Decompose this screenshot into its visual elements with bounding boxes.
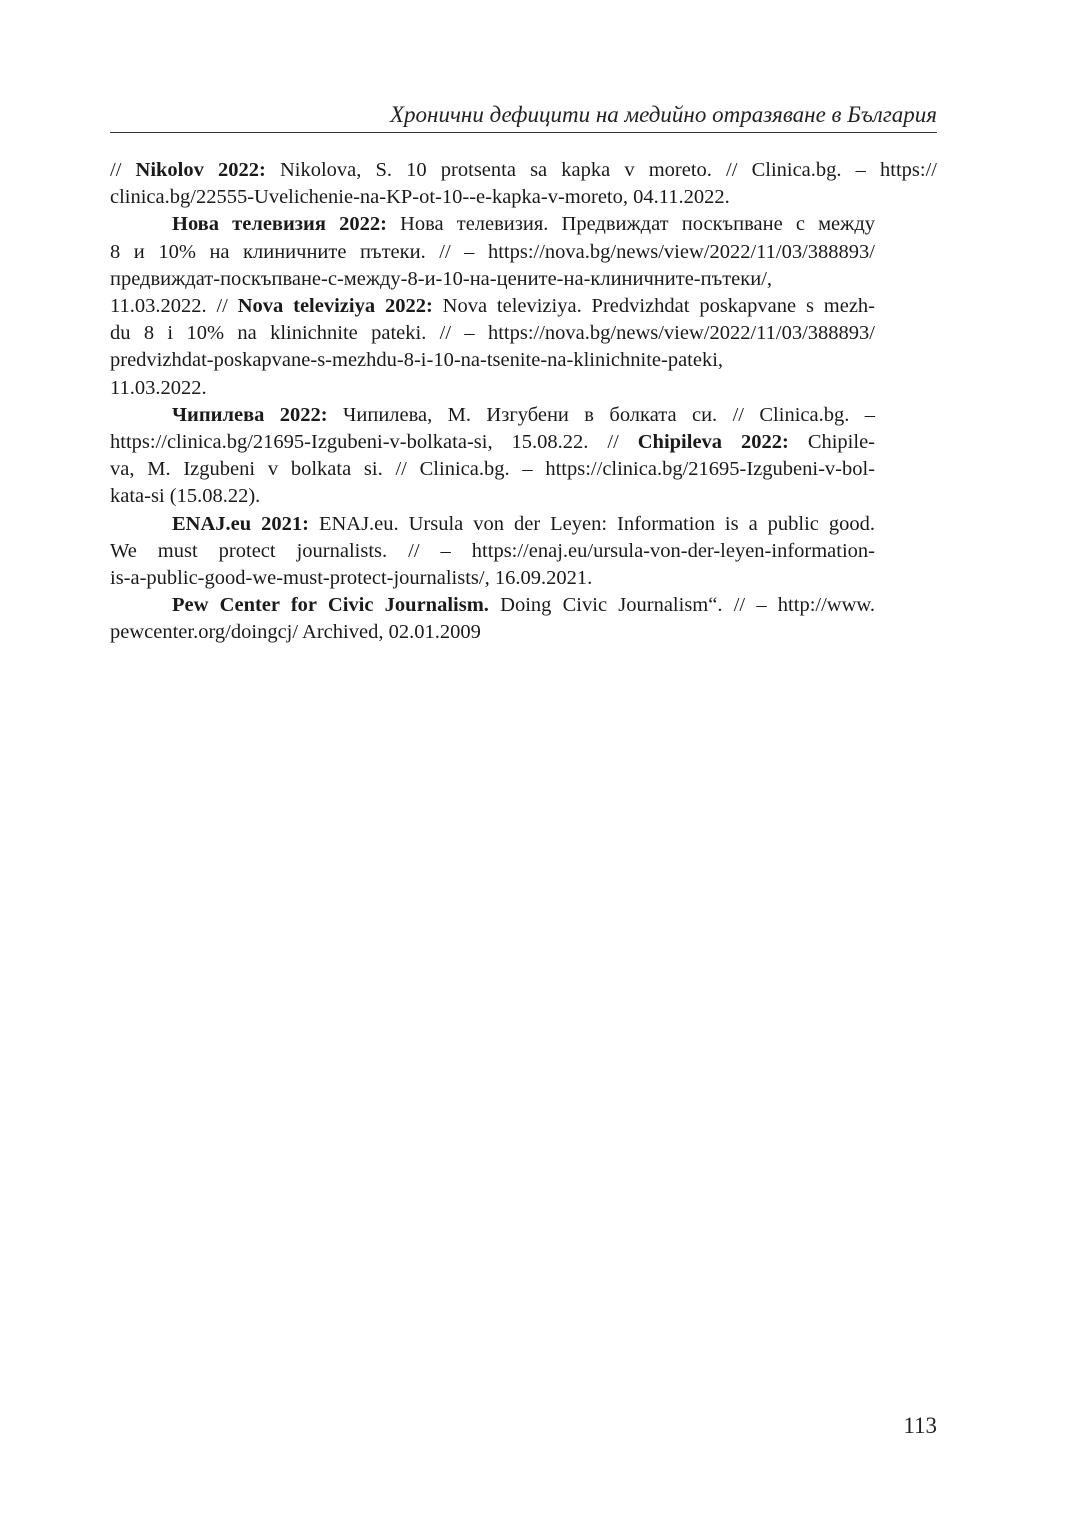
entry-line: [110, 186, 730, 208]
bibliography-list: [110, 157, 937, 647]
entry-line: [110, 239, 875, 266]
citation-text: Чипилева, М. Изгубени в болката си. // Clinica.bg. –: [327, 403, 875, 426]
citation-text: Nova televiziya. Predvizhdat poskapvane s mezh-: [432, 295, 876, 318]
citation-key: Чипилева 2022:: [172, 403, 328, 426]
citation-text: Nikolova, S. 10 protsenta sa kapka v moreto. // Clinica.bg. – https://: [265, 159, 937, 181]
citation-text: predvizhdat-poskapvane-s-mezhdu-8-i-10-na-tsenite-na-klinichnite-pateki,: [110, 349, 724, 372]
entry-line: [110, 429, 875, 456]
citation-text: kata-si (15.08.22).: [110, 485, 261, 508]
citation-key: Chipileva 2022:: [637, 431, 789, 454]
citation-text: is-a-public-good-we-must-protect-journalists/, 16.09.2021.: [110, 567, 593, 590]
citation-key: Nova televiziya 2022:: [237, 295, 433, 318]
citation-text: Chipile-: [788, 431, 875, 454]
entry-line: [172, 211, 875, 238]
citation-text: va, M. Izgubeni v bolkata si. // Clinica.bg. – https://clinica.bg/21695-Izgubeni-v-bol-: [110, 458, 875, 481]
entry-line: [110, 266, 772, 293]
citation-text: 8 и 10% на клиничните пътеки. // – https://nova.bg/news/view/2022/11/03/388893/: [110, 240, 875, 263]
citation-text: pewcenter.org/doingcj/ Archived, 02.01.2009: [110, 621, 481, 644]
entry-line: [172, 511, 875, 538]
entry-line: [110, 377, 207, 399]
bibliography-entry: [110, 592, 937, 646]
entry-line: [110, 320, 875, 347]
citation-text: ENAJ.eu. Ursula von der Leyen: Information is a public good.: [308, 512, 875, 535]
running-head: Хронични дефицити на медийно отразяване в България: [389, 102, 937, 127]
citation-text: 11.03.2022.: [110, 376, 207, 399]
entry-line: [110, 347, 723, 374]
entry-line: [110, 157, 937, 184]
citation-text: Нова телевизия. Предвиждат поскъпване с между: [386, 213, 875, 236]
citation-text: https://clinica.bg/21695-Izgubeni-v-bolkata-si, 15.08.22. //: [110, 431, 638, 454]
entry-line: [172, 402, 875, 429]
citation-text: предвиждат-поскъпване-с-между-8-и-10-на-цените-на-клиничните-пътеки/,: [110, 267, 773, 290]
page-number: 113: [903, 1413, 937, 1438]
citation-text: //: [110, 159, 136, 181]
entry-line: [110, 293, 875, 320]
citation-key: ENAJ.eu 2021:: [172, 512, 309, 535]
citation-key: Pew Center for Civic Journalism.: [172, 594, 489, 617]
entry-line: [110, 456, 875, 483]
bibliography-entry: [110, 211, 937, 401]
entry-line: [110, 567, 592, 589]
citation-key: Нова телевизия 2022:: [172, 213, 387, 236]
bibliography-entry: [110, 402, 937, 511]
header-divider: [110, 132, 937, 133]
citation-text: We must protect journalists. // – https://enaj.eu/ursula-von-der-leyen-information-: [110, 539, 875, 562]
citation-text: 11.03.2022. //: [110, 295, 238, 318]
entry-line: [110, 538, 875, 565]
bibliography-entry: [110, 157, 937, 211]
citation-text: clinica.bg/22555-Uvelichenie-na-KP-ot-10--e-kapka-v-moreto, 04.11.2022.: [110, 186, 730, 209]
citation-key: Nikolov 2022:: [135, 159, 266, 181]
entry-line: [172, 592, 875, 619]
entry-line: [110, 485, 260, 507]
citation-text: Doing Civic Journalism“. // – http://www.: [488, 594, 875, 617]
bibliography-entry: [110, 511, 937, 593]
citation-text: du 8 i 10% na klinichnite pateki. // – https://nova.bg/news/view/2022/11/03/388893/: [110, 322, 875, 345]
entry-line: [110, 621, 481, 643]
